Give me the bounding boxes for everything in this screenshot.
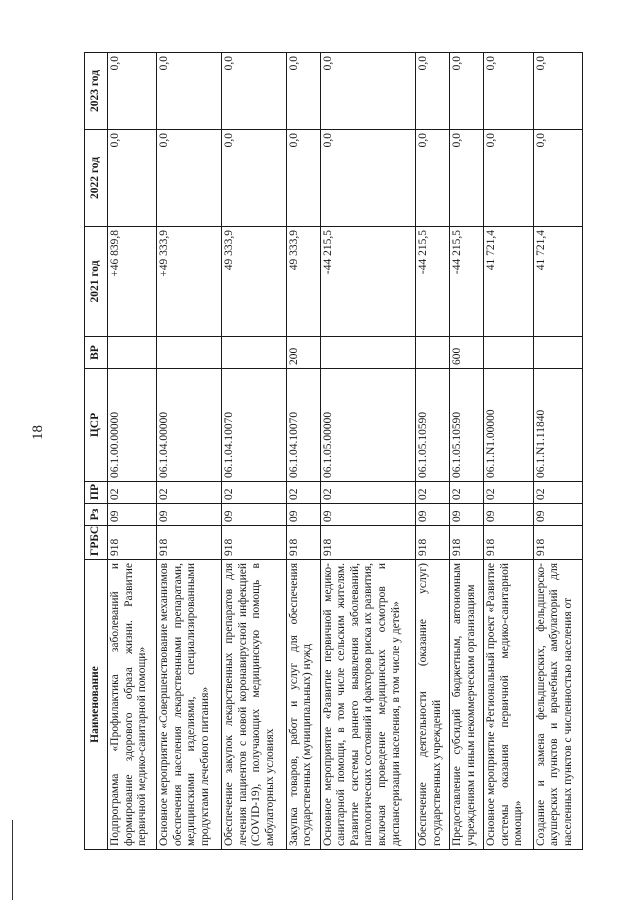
cell-name: Создание и замена фельдшерских, фельдшерско-акушерских пунктов и врачебных амбулаторий для населенных пунктов с численностью населения от: [533, 560, 582, 850]
cell-csr: 06.1.05.10590: [450, 369, 484, 482]
cell-vr: [222, 337, 287, 369]
cell-2022: 0,0: [108, 130, 157, 227]
cell-vr: [533, 337, 582, 369]
header-2022: 2022 год: [85, 130, 108, 227]
cell-2023: 0,0: [222, 53, 287, 130]
cell-2022: 0,0: [157, 130, 222, 227]
cell-name: Основное мероприятие «Региональный проект «Развитие системы оказания первичной медико-санитарной помощи»: [484, 560, 533, 850]
cell-vr: [416, 337, 450, 369]
cell-2022: 0,0: [484, 130, 533, 227]
cell-2021: 41 721,4: [533, 227, 582, 337]
cell-2023: 0,0: [416, 53, 450, 130]
cell-pr: 02: [450, 482, 484, 504]
cell-csr: 06.1.04.10070: [286, 369, 320, 482]
cell-2021: 41 721,4: [484, 227, 533, 337]
header-csr: ЦСР: [85, 369, 108, 482]
cell-vr: [484, 337, 533, 369]
cell-rz: 09: [450, 504, 484, 526]
cell-2021: 49 333,9: [286, 227, 320, 337]
cell-2021: +49 333,9: [157, 227, 222, 337]
cell-2023: 0,0: [450, 53, 484, 130]
cell-grbs: 918: [286, 526, 320, 560]
header-rz: Рз: [85, 504, 108, 526]
table-header-row: [85, 53, 108, 850]
cell-name: Предоставление субсидий бюджетным, автономным учреждениям и иным некоммерческим организациям: [450, 560, 484, 850]
header-vr: ВР: [85, 337, 108, 369]
cell-2022: 0,0: [533, 130, 582, 227]
cell-pr: 02: [108, 482, 157, 504]
cell-rz: 09: [320, 504, 415, 526]
cell-name: Подпрограмма «Профилактика заболеваний и формирование здорового образа жизни. Развитие первичной медико-санитарной помощи»: [108, 560, 157, 850]
cell-rz: 09: [533, 504, 582, 526]
cell-grbs: 918: [533, 526, 582, 560]
cell-2022: 0,0: [320, 130, 415, 227]
cell-2023: 0,0: [320, 53, 415, 130]
page-number: 18: [30, 425, 46, 440]
cell-csr: 06.1.N1.00000: [484, 369, 533, 482]
cell-2022: 0,0: [286, 130, 320, 227]
cell-pr: 02: [320, 482, 415, 504]
cell-csr: 06.1.N1.11840: [533, 369, 582, 482]
cell-csr: 06.1.04.00000: [157, 369, 222, 482]
cell-2023: 0,0: [108, 53, 157, 130]
table-row: [222, 53, 287, 850]
cell-csr: 06.1.05.10590: [416, 369, 450, 482]
cell-grbs: 918: [222, 526, 287, 560]
cell-name: Основное мероприятие «Развитие первичной медико-санитарной помощи, в том числе сельским жителям. Развитие системы раннего выявления заболеваний, патологических состояний и факторов риска их развития, включая проведение медицинских осмотров и диспансеризации населения, в том числе у детей»: [320, 560, 415, 850]
table-row: [108, 53, 157, 850]
cell-2021: -44 215,5: [450, 227, 484, 337]
cell-rz: 09: [286, 504, 320, 526]
cell-csr: 06.1.04.10070: [222, 369, 287, 482]
table-row: [320, 53, 415, 850]
cell-2021: 49 333,9: [222, 227, 287, 337]
table-row: [484, 53, 533, 850]
table-row: [286, 53, 320, 850]
cell-rz: 09: [416, 504, 450, 526]
table-row: [450, 53, 484, 850]
header-grbs: ГРБС: [85, 526, 108, 560]
cell-2023: 0,0: [484, 53, 533, 130]
cell-grbs: 918: [157, 526, 222, 560]
cell-pr: 02: [157, 482, 222, 504]
header-2021: 2021 год: [85, 227, 108, 337]
cell-name: Основное мероприятие «Совершенствование механизмов обеспечения населения лекарственными препаратами, медицинскими изделиями, специализированными продуктами лечебного питания»: [157, 560, 222, 850]
cell-2023: 0,0: [286, 53, 320, 130]
header-2023: 2023 год: [85, 53, 108, 130]
cell-rz: 09: [157, 504, 222, 526]
cell-grbs: 918: [416, 526, 450, 560]
cell-grbs: 918: [484, 526, 533, 560]
cell-pr: 02: [484, 482, 533, 504]
cell-2022: 0,0: [450, 130, 484, 227]
cell-vr: [157, 337, 222, 369]
budget-table: [84, 52, 583, 850]
cell-csr: 06.1.00.00000: [108, 369, 157, 482]
cell-vr: 600: [450, 337, 484, 369]
cell-rz: 09: [222, 504, 287, 526]
cell-2023: 0,0: [157, 53, 222, 130]
cell-2021: +46 839,8: [108, 227, 157, 337]
cell-grbs: 918: [320, 526, 415, 560]
table-row: [157, 53, 222, 850]
cell-rz: 09: [108, 504, 157, 526]
cell-name: Закупка товаров, работ и услуг для обеспечения государственных (муниципальных) нужд: [286, 560, 320, 850]
table-row: [416, 53, 450, 850]
cell-2021: -44 215,5: [416, 227, 450, 337]
cell-pr: 02: [533, 482, 582, 504]
rotated-table-container: [84, 53, 583, 850]
cell-vr: [108, 337, 157, 369]
cell-2023: 0,0: [533, 53, 582, 130]
table-body: [108, 53, 583, 850]
cell-rz: 09: [484, 504, 533, 526]
cell-vr: 200: [286, 337, 320, 369]
cell-vr: [320, 337, 415, 369]
cell-pr: 02: [286, 482, 320, 504]
table-row: [533, 53, 582, 850]
margin-rule: [12, 820, 13, 900]
cell-pr: 02: [416, 482, 450, 504]
cell-grbs: 918: [450, 526, 484, 560]
cell-pr: 02: [222, 482, 287, 504]
cell-name: Обеспечение закупок лекарственных препаратов для лечения пациентов с новой коронавирусной инфекцией (COVID-19), получающих медицинскую помощь в амбулаторных условиях: [222, 560, 287, 850]
cell-name: Обеспечение деятельности (оказание услуг) государственных учреждений: [416, 560, 450, 850]
cell-grbs: 918: [108, 526, 157, 560]
cell-2022: 0,0: [416, 130, 450, 227]
cell-csr: 06.1.05.00000: [320, 369, 415, 482]
header-pr: ПР: [85, 482, 108, 504]
header-name: Наименование: [85, 560, 108, 850]
cell-2022: 0,0: [222, 130, 287, 227]
cell-2021: -44 215,5: [320, 227, 415, 337]
